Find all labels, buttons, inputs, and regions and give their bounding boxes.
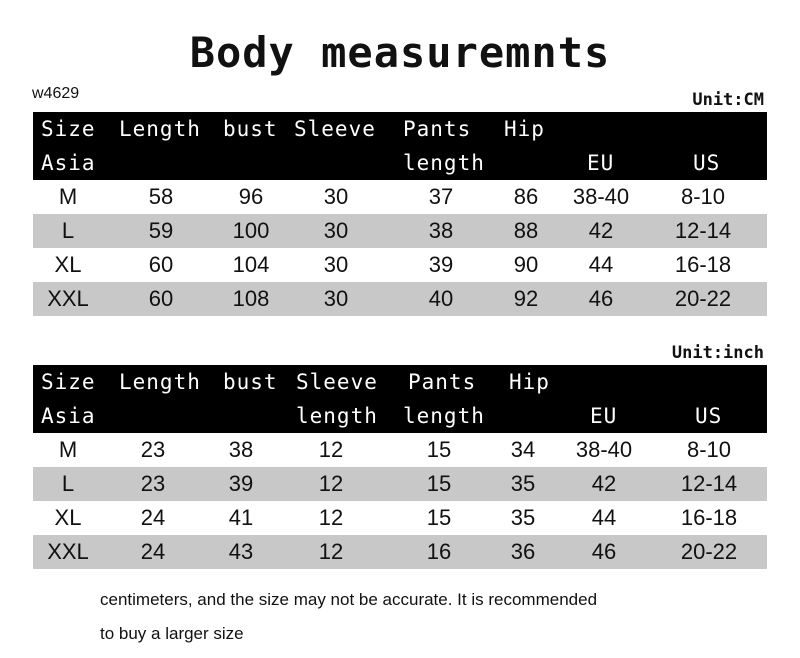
cell-pants-length: 15 [426, 505, 452, 530]
cell-sleeve: 30 [323, 286, 349, 311]
cell-sleeve: 30 [323, 252, 349, 277]
cell-us: 8-10 [680, 184, 726, 209]
table-row [33, 180, 767, 214]
cell-eu: 44 [591, 505, 617, 530]
cell-pants-length: 40 [428, 286, 454, 311]
disclaimer-line-2: to buy a larger size [100, 624, 244, 643]
cell-size: M [58, 184, 78, 209]
header-length: Length [119, 370, 201, 394]
cell-hip: 86 [513, 184, 539, 209]
product-code: w4629 [32, 85, 80, 102]
cell-bust: 43 [228, 539, 254, 564]
cell-bust: 108 [232, 286, 270, 311]
cell-pants-length: 39 [428, 252, 454, 277]
cell-eu: 46 [588, 286, 614, 311]
table-row [33, 535, 767, 569]
cell-us: 12-14 [680, 471, 738, 496]
cell-pants-length: 15 [426, 437, 452, 462]
cell-eu: 42 [591, 471, 617, 496]
cell-eu: 44 [588, 252, 614, 277]
table-row [33, 433, 767, 467]
cell-size: XXL [47, 286, 89, 311]
cell-size: L [61, 471, 75, 496]
cell-pants-length: 15 [426, 471, 452, 496]
cell-eu: 38-40 [575, 437, 633, 462]
cell-hip: 88 [513, 218, 539, 243]
header-pants: Pants [403, 117, 472, 141]
table-row [33, 501, 767, 535]
cell-length: 23 [140, 437, 166, 462]
table-row [33, 282, 767, 316]
cell-us: 20-22 [674, 286, 732, 311]
cell-length: 60 [148, 252, 174, 277]
cell-size: M [58, 437, 78, 462]
unit-label-inch: Unit:inch [671, 343, 764, 363]
header-pants-2: length [403, 151, 485, 175]
cell-eu: 46 [591, 539, 617, 564]
header-eu: EU [587, 151, 615, 175]
cell-hip: 35 [510, 471, 536, 496]
size-table-cm [33, 112, 767, 316]
cell-sleeve: 12 [318, 505, 344, 530]
header-size: Size [41, 370, 96, 394]
size-table-inch [33, 365, 767, 569]
table-row [33, 467, 767, 501]
header-eu: EU [590, 404, 618, 428]
cell-pants-length: 16 [426, 539, 452, 564]
cell-bust: 104 [232, 252, 270, 277]
cell-hip: 35 [510, 505, 536, 530]
cell-size: XXL [47, 539, 89, 564]
header-pants-2: length [403, 404, 485, 428]
cell-sleeve: 30 [323, 184, 349, 209]
cell-hip: 36 [510, 539, 536, 564]
header-size: Size [41, 117, 96, 141]
cell-eu: 38-40 [572, 184, 630, 209]
cell-us: 12-14 [674, 218, 732, 243]
cell-bust: 38 [228, 437, 254, 462]
header-length: Length [119, 117, 201, 141]
cell-length: 58 [148, 184, 174, 209]
cell-bust: 41 [228, 505, 254, 530]
cell-us: 20-22 [680, 539, 738, 564]
cell-hip: 90 [513, 252, 539, 277]
page-title: Body measuremnts [189, 28, 611, 77]
cell-us: 16-18 [674, 252, 732, 277]
header-sleeve-2: length [296, 404, 378, 428]
header-bust: bust [223, 370, 278, 394]
table-header [33, 365, 767, 433]
disclaimer-line-1: centimeters, and the size may not be accurate. It is recommended [100, 590, 598, 609]
table-header [33, 112, 767, 180]
header-sleeve: Sleeve [296, 370, 378, 394]
cell-sleeve: 12 [318, 437, 344, 462]
cell-pants-length: 37 [428, 184, 454, 209]
cell-length: 59 [148, 218, 174, 243]
header-us: US [695, 404, 723, 428]
cell-hip: 92 [513, 286, 539, 311]
cell-us: 16-18 [680, 505, 738, 530]
cell-eu: 42 [588, 218, 614, 243]
cell-length: 24 [140, 539, 166, 564]
cell-sleeve: 12 [318, 471, 344, 496]
cell-pants-length: 38 [428, 218, 454, 243]
cell-hip: 34 [510, 437, 536, 462]
cell-length: 23 [140, 471, 166, 496]
header-bust: bust [223, 117, 278, 141]
cell-length: 24 [140, 505, 166, 530]
cell-size: XL [54, 252, 82, 277]
cell-bust: 100 [232, 218, 270, 243]
header-pants: Pants [408, 370, 477, 394]
header-asia: Asia [41, 404, 96, 428]
unit-label-cm: Unit:CM [692, 90, 764, 110]
table-row [33, 248, 767, 282]
cell-us: 8-10 [686, 437, 732, 462]
header-sleeve: Sleeve [294, 117, 376, 141]
cell-size: L [61, 218, 75, 243]
header-hip: Hip [504, 117, 545, 141]
cell-length: 60 [148, 286, 174, 311]
cell-sleeve: 30 [323, 218, 349, 243]
header-hip: Hip [509, 370, 550, 394]
header-us: US [693, 151, 721, 175]
table-row [33, 214, 767, 248]
cell-bust: 96 [238, 184, 264, 209]
cell-bust: 39 [228, 471, 254, 496]
cell-size: XL [54, 505, 82, 530]
header-asia: Asia [41, 151, 96, 175]
cell-sleeve: 12 [318, 539, 344, 564]
